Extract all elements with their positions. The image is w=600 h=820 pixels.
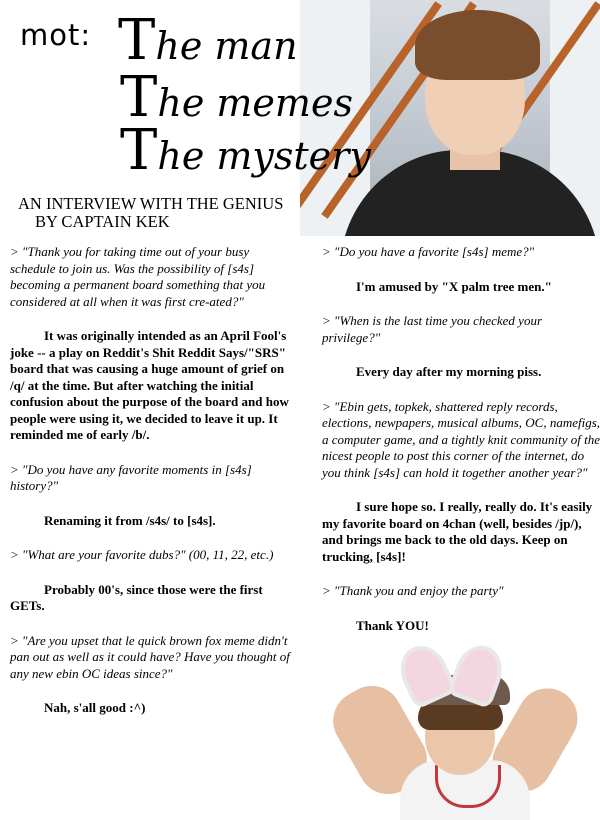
party-photo [340,645,570,808]
answer: Nah, s'all good :^) [44,700,146,715]
answer: I sure hope so. I really, really do. It's easily my favorite board on 4chan (well, besides /jp/), and brings me back to the old days. Keep on trucking, [s4s]! [322,499,593,564]
answer: Every day after my morning piss. [356,364,542,379]
question: > "Ebin gets, topkek, shattered reply records, elections, newpapers, musical albums, OC, namefigs, a computer game, and a tightly knit community of the nicest people to post this corner of the internet, do you think [s4s] can hold it together another year?" [322,398,600,480]
subtitle: AN INTERVIEW WITH THE GENIUS BY CAPTAIN KEK [18,194,284,231]
answer: Probably 00's, since those were the first GETs. [10,581,263,613]
question: > "When is the last time you checked your privilege?" [322,313,542,345]
question: > "What are your favorite dubs?" (00, 11, 22, etc.) [10,547,274,562]
question: > "Do you have a favorite [s4s] meme?" [322,244,535,259]
right-column [322,244,600,652]
answer: I'm amused by "X palm tree men." [356,278,552,294]
question: > "Thank you for taking time out of your busy schedule to join us. Was the possibility of [s4s] becoming a permanent board something that you considered at all when it was first cre-ated?" [10,244,266,309]
title-line-3: The mystery [120,118,371,183]
left-column [10,244,290,735]
question: > "Are you upset that le quick brown fox meme didn't pan out as well as it could have? Have you thought of any new ebin OC ideas since?" [10,632,290,681]
answer: Renaming it from /s4s/ to [s4s]. [44,512,216,528]
title-line-2: The memes [120,65,353,130]
question: > "Do you have any favorite moments in [s4s] history?" [10,461,252,493]
answer: It was originally intended as an April Fool's joke -- a play on Reddit's Shit Reddit Says/"SRS" board that was causing a huge amount of grief on /q/ at the time. But after watching the initial confusion about the purpose of the board and how people were using it, we decided to leave it up. It reminded me of early /b/. [10,328,289,442]
title-prefix: mot: [20,18,92,52]
question: > "Thank you and enjoy the party" [322,583,504,598]
answer: Thank YOU! [356,617,429,633]
title-line-1: The man [118,8,298,73]
